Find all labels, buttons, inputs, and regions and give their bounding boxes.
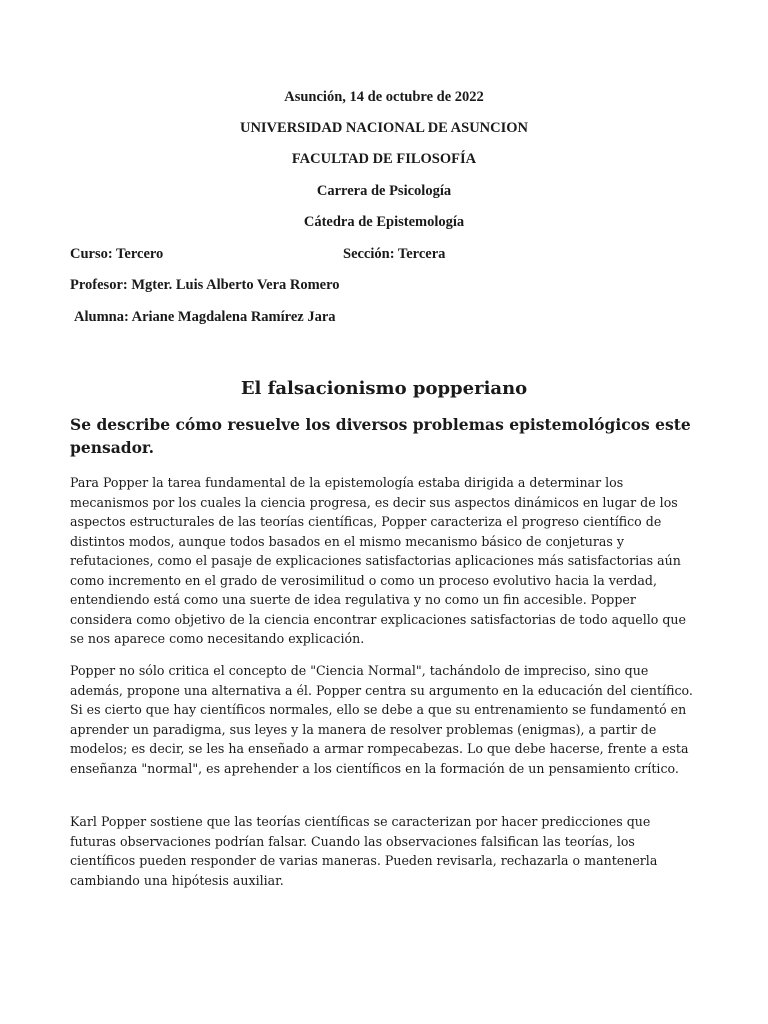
document-subtitle: Se describe cómo resuelve los diversos problemas epistemológicos este pensador.	[70, 415, 691, 457]
professor-label: Profesor: Mgter. Luis Alberto Vera Romero	[70, 277, 340, 293]
paragraph-1: Para Popper la tarea fundamental de la epistemología estaba dirigida a determinar los mecanismos por los cuales la ciencia progresa, es decir sus aspectos dinámicos en lugar de los aspectos estructurales de las teorías científicas, Popper caracteriza el progreso científico de distintos modos, aunque todos basados en el mismo mecanismo básico de conjeturas y refutaciones, como el pasaje de explicaciones satisfactorias aplicaciones más satisfactorias aún como incremento en el grado de verosimilitud o como un proceso evolutivo hacia la verdad, entendiendo está como una suerte de idea regulativa y no como un fin accesible. Popper considera como objetivo de la ciencia encontrar explicaciones satisfactorias de todo aquello que se nos aparece como necesitando explicación.	[70, 475, 686, 646]
paragraph-2: Popper no sólo critica el concepto de "Ciencia Normal", tachándolo de impreciso, sino que además, propone una alternativa a él. Popper centra su argumento en la educación del científico. Si es cierto que hay científicos normales, ello se debe a que su entrenamiento se fundamentó en aprender un paradigma, sus leyes y la manera de resolver problemas (enigmas), a partir de modelos; es decir, se les ha enseñado a armar rompecabezas. Lo que debe hacerse, frente a esta enseñanza "normal", es aprehender a los científicos en la formación de un pensamiento crítico.	[70, 663, 693, 776]
chair-name: Cátedra de Epistemología	[303, 214, 465, 230]
section-label: Sección: Tercera	[343, 246, 446, 262]
document-title: El falsacionismo popperiano	[240, 378, 528, 399]
university-name: UNIVERSIDAD NACIONAL DE ASUNCION	[239, 120, 529, 136]
faculty-name: FACULTAD DE FILOSOFÍA	[291, 151, 477, 167]
student-label: Alumna: Ariane Magdalena Ramírez Jara	[74, 309, 336, 325]
date-line: Asunción, 14 de octubre de 2022	[284, 89, 484, 105]
paragraph-3: Karl Popper sostiene que las teorías científicas se caracterizan por hacer predicciones que futuras observaciones podrían falsar. Cuando las observaciones falsifican las teorías, los científicos pueden responder de varias maneras. Pueden revisarla, rechazarla o mantenerla cambiando una hipótesis auxiliar.	[70, 814, 658, 888]
career-name: Carrera de Psicología	[316, 183, 452, 199]
course-label: Curso: Tercero	[70, 246, 164, 262]
